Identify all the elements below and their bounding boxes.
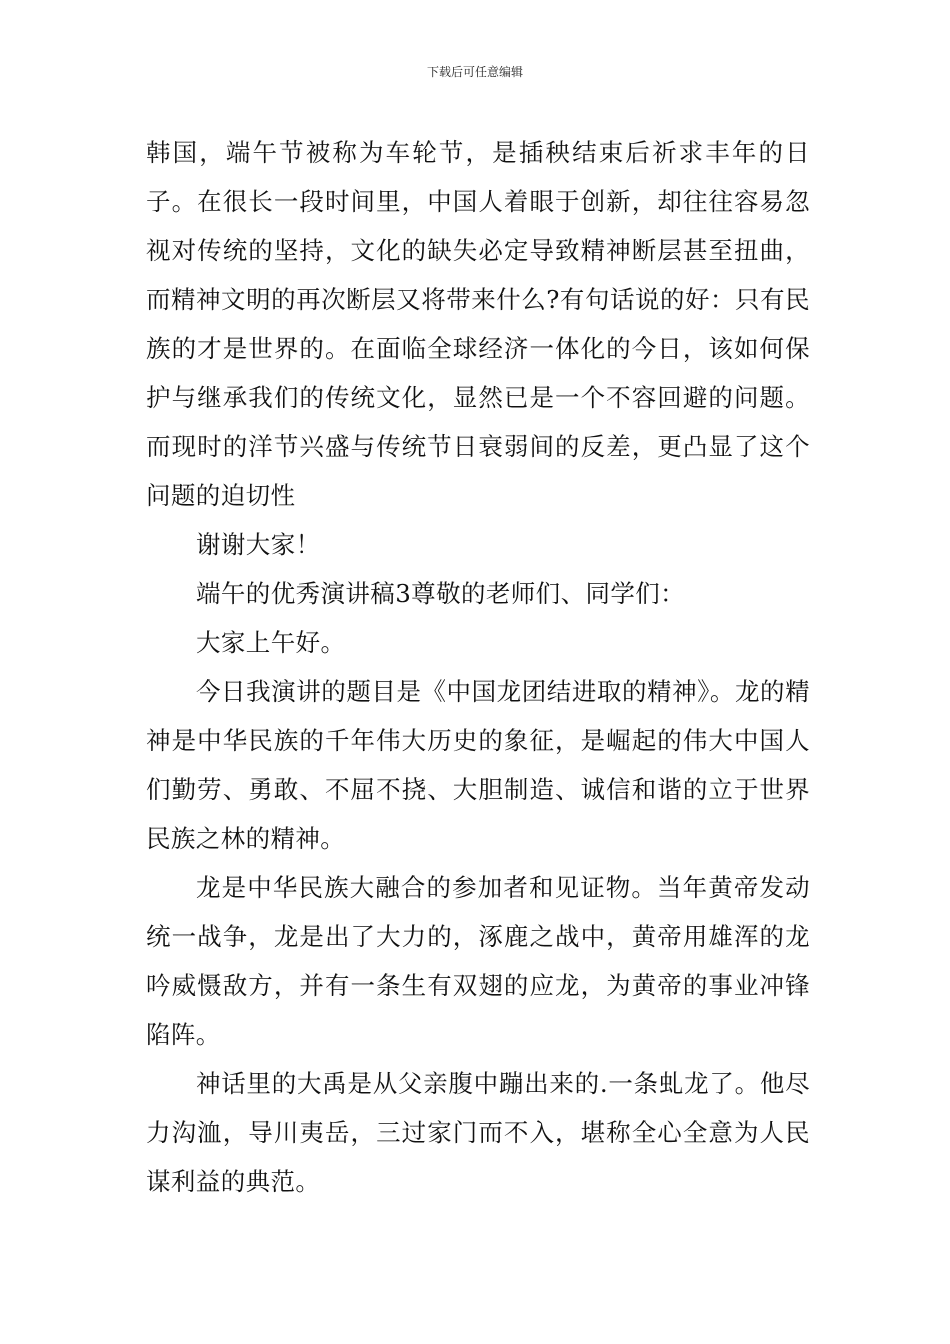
paragraph-2: 谢谢大家！ — [196, 530, 321, 559]
paragraph-1: 韩国，端午节被称为车轮节，是插秧结束后祈求丰年的日子。在很长一段时间里，中国人着眼于创新，却往往容易忽视对传统的坚持，文化的缺失必定导致精神断层甚至扭曲，而精神文明的再次断层又将带来什么?有句话说的好：只有民族的才是世界的。在面临全球经济一体化的今日，该如何保护与继承我们的传统文化，显然已是一个不容回避的问题。而现时的洋节兴盛与传统节日衰弱间的反差，更凸显了这个问题的迫切性 — [146, 138, 810, 510]
paragraph-4: 大家上午好。 — [196, 628, 346, 657]
paragraph-3: 端午的优秀演讲稿3尊敬的老师们、同学们： — [196, 579, 686, 608]
document-body — [146, 128, 810, 1206]
paragraph-5: 今日我演讲的题目是《中国龙团结进取的精神》。龙的精神是中华民族的千年伟大历史的象征，是崛起的伟大中国人们勤劳、勇敢、不屈不挠、大胆制造、诚信和谐的立于世界民族之林的精神。 — [146, 677, 810, 853]
paragraph-7: 神话里的大禹是从父亲腹中蹦出来的.一条虬龙了。他尽力沟洫，导川夷岳，三过家门而不入，堪称全心全意为人民谋利益的典范。 — [146, 1069, 810, 1196]
page-header: 下载后可任意编辑 — [426, 65, 523, 79]
paragraph-6: 龙是中华民族大融合的参加者和见证物。当年黄帝发动统一战争，龙是出了大力的，涿鹿之战中，黄帝用雄浑的龙吟威慑敌方，并有一条生有双翅的应龙，为黄帝的事业冲锋陷阵。 — [146, 873, 810, 1049]
